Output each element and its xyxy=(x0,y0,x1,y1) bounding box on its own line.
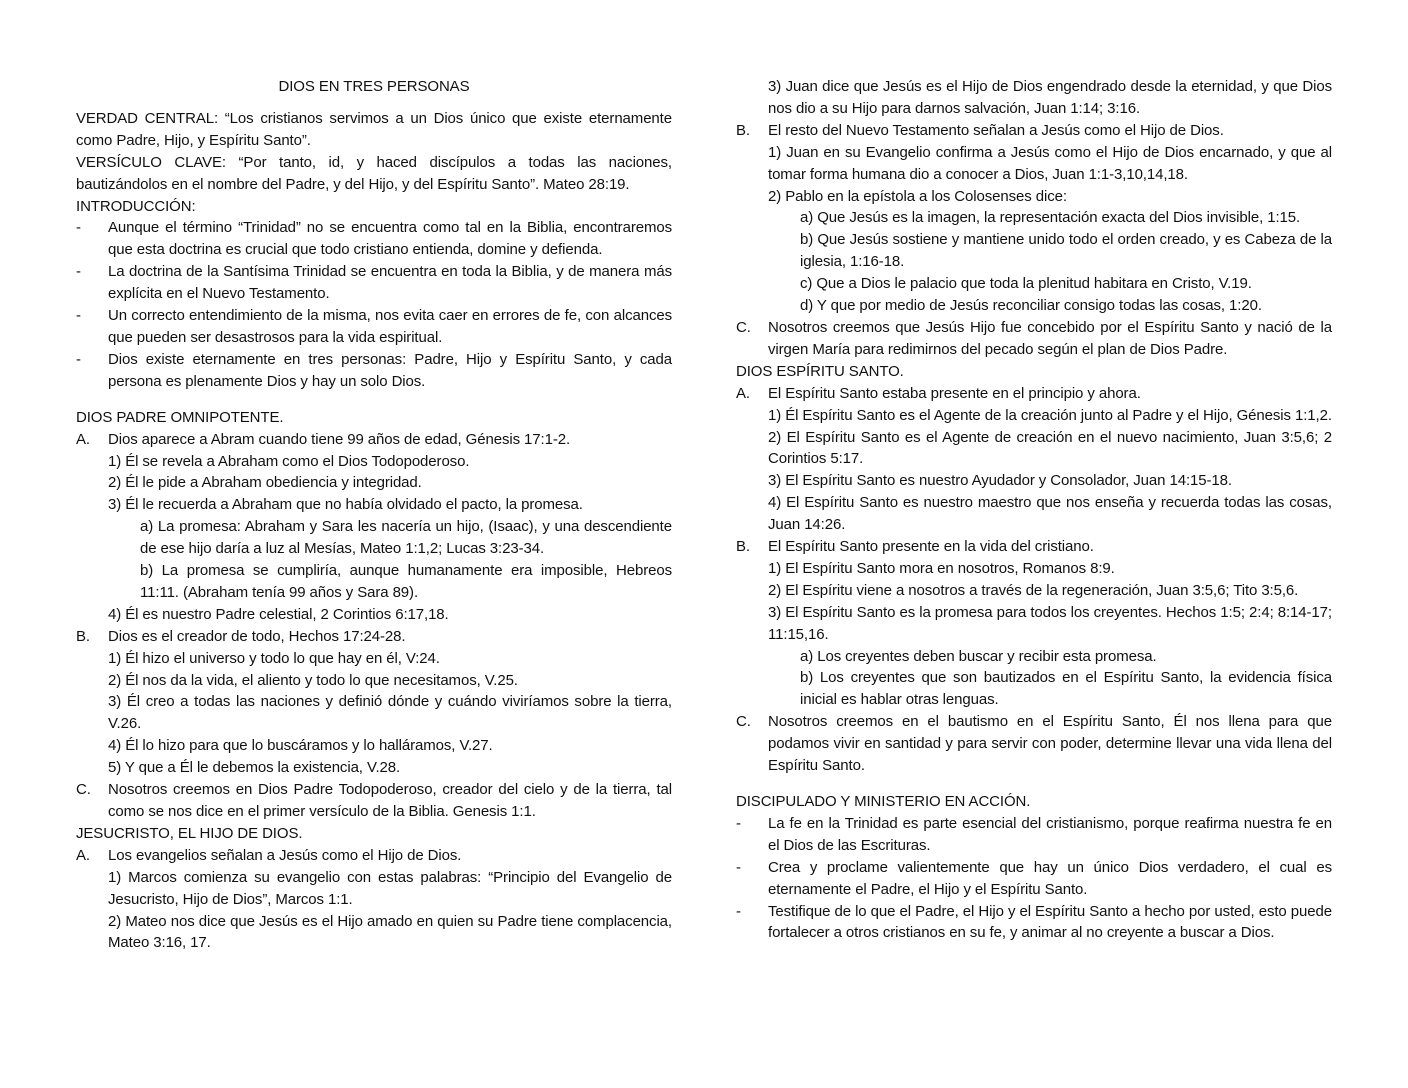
central-truth: VERDAD CENTRAL: “Los cristianos servimos a un Dios único que existe eternamente como Padre, Hijo, y Espíritu Santo”. xyxy=(76,109,672,149)
sub-item: 1) Marcos comienza su evangelio con estas palabras: “Principio del Evangelio de Jesucristo, Hijo de Dios”, Marcos 1:1. xyxy=(108,868,672,908)
sub-item: 1) Juan en su Evangelio confirma a Jesús como el Hijo de Dios encarnado, y que al tomar forma humana dio a conocer a Dios, Juan 1:1-3,10,14,18. xyxy=(768,143,1332,183)
bullet-dash: - xyxy=(76,350,81,368)
sub-item: 2) Él le pide a Abraham obediencia y integridad. xyxy=(108,474,422,492)
sub-item: 5) Y que a Él le debemos la existencia, V.28. xyxy=(108,759,401,777)
bullet-dash: - xyxy=(736,902,741,920)
discipleship-item: - Testifique de lo que el Padre, el Hijo y el Espíritu Santo a hecho por usted, esto puede fortalecer a otros cristianos en su fe, y animar al no creyente a buscar a Dios. xyxy=(736,902,1332,942)
intro-item: - Aunque el término “Trinidad” no se encuentra como tal en la Biblia, encontraremos que esta doctrina es crucial que todo cristiano entienda, domine y defienda. xyxy=(76,219,672,259)
spacer xyxy=(736,777,1332,791)
page-title: DIOS EN TRES PERSONAS xyxy=(278,78,470,95)
discipleship-item: - La fe en la Trinidad es parte esencial del cristianismo, porque reafirma nuestra fe en el Dios de las Escrituras. xyxy=(736,814,1332,854)
sub-item: 1) Él hizo el universo y todo lo que hay en él, V:24. xyxy=(108,649,440,667)
sub-sub-item: b) Los creyentes que son bautizados en el Espíritu Santo, la evidencia física inicial es hablar otras lenguas. xyxy=(800,669,1332,709)
sub-item: 3) Juan dice que Jesús es el Hijo de Dios engendrado desde la eternidad, y que Dios nos dio a su Hijo para darnos salvación, Juan 1:14; 3:16. xyxy=(768,78,1332,117)
sub-item: 3) Él le recuerda a Abraham que no había olvidado el pacto, la promesa. xyxy=(108,496,583,514)
list-item: A. Dios aparece a Abram cuando tiene 99 años de edad, Génesis 17:1-2. xyxy=(76,430,571,448)
bullet-dash: - xyxy=(736,858,741,876)
list-item: B. El resto del Nuevo Testamento señalan a Jesús como el Hijo de Dios. xyxy=(736,121,1224,139)
left-column xyxy=(76,76,672,954)
sub-sub-item: d) Y que por medio de Jesús reconciliar consigo todas las cosas, 1:20. xyxy=(800,297,1262,315)
sub-item: 2) Pablo en la epístola a los Colosenses dice: xyxy=(768,187,1067,205)
list-item: C. Nosotros creemos en Dios Padre Todopoderoso, creador del cielo y de la tierra, tal como se nos dice en el primer versículo de la Biblia. Genesis 1:1. xyxy=(76,781,672,820)
key-verse: VERSÍCULO CLAVE: “Por tanto, id, y haced discípulos a todas las naciones, bautizándolos en el nombre del Padre, y del Hijo, y del Espíritu Santo”. Mateo 28:19. xyxy=(76,153,672,193)
bullet-dash: - xyxy=(76,263,81,281)
list-item: B. Dios es el creador de todo, Hechos 17:24-28. xyxy=(76,627,406,645)
bullet-dash: - xyxy=(76,307,81,325)
section-heading-padre: DIOS PADRE OMNIPOTENTE. xyxy=(76,408,284,426)
intro-heading: INTRODUCCIÓN: xyxy=(76,197,196,215)
sub-item: 3) El Espíritu Santo es nuestro Ayudador y Consolador, Juan 14:15-18. xyxy=(768,472,1232,490)
sub-sub-item: b) Que Jesús sostiene y mantiene unido todo el orden creado, y es Cabeza de la iglesia, 1:16-18. xyxy=(800,231,1332,271)
sub-item: 2) Él nos da la vida, el aliento y todo lo que necesitamos, V.25. xyxy=(108,671,518,689)
discipleship-item: - Crea y proclame valientemente que hay un único Dios verdadero, el cual es eternamente el Padre, el Hijo y el Espíritu Santo. xyxy=(736,858,1332,898)
spacer xyxy=(76,393,672,407)
sub-item: 1) El Espíritu Santo mora en nosotros, Romanos 8:9. xyxy=(768,559,1115,577)
list-item: C. Nosotros creemos en el bautismo en el Espíritu Santo, Él nos llena para que podamos vivir en santidad y para servir con poder, determine llevar una vida llena del Espíritu Santo. xyxy=(736,713,1332,775)
sub-item: 2) El Espíritu viene a nosotros a través de la regeneración, Juan 3:5,6; Tito 3:5,6. xyxy=(768,581,1299,599)
sub-item: 4) Él lo hizo para que lo buscáramos y lo halláramos, V.27. xyxy=(108,737,493,755)
sub-item: 1) Él Espíritu Santo es el Agente de la creación junto al Padre y el Hijo, Génesis 1:1,2. xyxy=(768,406,1332,424)
section-heading-hijo: JESUCRISTO, EL HIJO DE DIOS. xyxy=(76,824,303,842)
sub-sub-item: a) Que Jesús es la imagen, la representación exacta del Dios invisible, 1:15. xyxy=(800,209,1301,227)
intro-item: - Un correcto entendimiento de la misma, nos evita caer en errores de fe, con alcances que pueden ser desastrosos para la vida espiritual. xyxy=(76,307,672,346)
intro-item: - La doctrina de la Santísima Trinidad se encuentra en toda la Biblia, y de manera más explícita en el Nuevo Testamento. xyxy=(76,263,672,303)
intro-item: - Dios existe eternamente en tres personas: Padre, Hijo y Espíritu Santo, y cada persona es plenamente Dios y hay un solo Dios. xyxy=(76,350,672,390)
sub-sub-item: a) La promesa: Abraham y Sara les nacería un hijo, (Isaac), y una descendiente de ese hijo daría a luz al Mesías, Mateo 1:1,2; Lucas 3:23-34. xyxy=(140,518,672,558)
bullet-dash: - xyxy=(76,219,81,237)
sub-sub-item: c) Que a Dios le palacio que toda la plenitud habitara en Cristo, V.19. xyxy=(800,275,1252,293)
bullet-dash: - xyxy=(736,814,741,832)
list-item: B. El Espíritu Santo presente en la vida del cristiano. xyxy=(736,538,1094,556)
sub-sub-item: a) Los creyentes deben buscar y recibir esta promesa. xyxy=(800,647,1157,665)
section-heading-espiritu: DIOS ESPÍRITU SANTO. xyxy=(736,362,904,380)
sub-item: 4) El Espíritu Santo es nuestro maestro que nos enseña y recuerda todas las cosas, Juan 14:26. xyxy=(768,494,1332,534)
sub-item: 3) Él creo a todas las naciones y definió dónde y cuándo viviríamos sobre la tierra, V.26. xyxy=(108,693,672,733)
sub-sub-item: b) La promesa se cumpliría, aunque humanamente era imposible, Hebreos 11:11. (Abraham tenía 99 años y Sara 89). xyxy=(140,562,672,601)
list-item: A. El Espíritu Santo estaba presente en el principio y ahora. xyxy=(736,384,1141,402)
sub-item: 4) Él es nuestro Padre celestial, 2 Corintios 6:17,18. xyxy=(108,605,449,623)
sub-item: 2) Mateo nos dice que Jesús es el Hijo amado en quien su Padre tiene complacencia, Mateo 3:16, 17. xyxy=(108,912,672,952)
right-column xyxy=(736,76,1332,944)
sub-item: 3) El Espíritu Santo es la promesa para todos los creyentes. Hechos 1:5; 2:4; 8:14-17; 11:15,16. xyxy=(768,603,1332,643)
list-item: C. Nosotros creemos que Jesús Hijo fue concebido por el Espíritu Santo y nació de la virgen María para redimirnos del pecado según el plan de Dios Padre. xyxy=(736,318,1332,358)
list-item: A. Los evangelios señalan a Jesús como el Hijo de Dios. xyxy=(76,846,462,864)
sub-item: 1) Él se revela a Abraham como el Dios Todopoderoso. xyxy=(108,452,470,470)
sub-item: 2) El Espíritu Santo es el Agente de creación en el nuevo nacimiento, Juan 3:5,6; 2 Corintios 5:17. xyxy=(768,428,1332,468)
section-heading-discipulado: DISCIPULADO Y MINISTERIO EN ACCIÓN. xyxy=(736,793,1031,810)
